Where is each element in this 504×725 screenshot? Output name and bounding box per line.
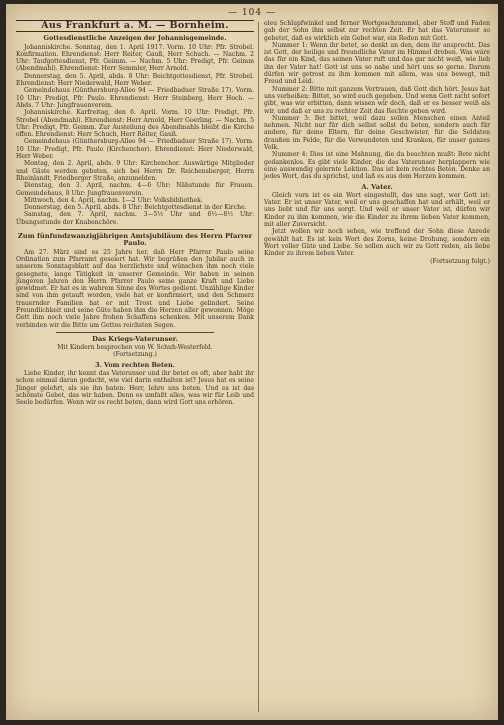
article-paragraph: Jetzt wollen wir noch sehen, wie treffend der Sohn diese Anrede gewählt hat. Es ist kein Wort des Zorns, keine Drohung, sondern ein Wort voller Güte und Liebe. So sollen auch wir zu Gott reden, als liebe Kinder zu ihrem lieben Vater. — [264, 228, 490, 258]
article-paragraph: Nummer 1: Wenn ihr betet, so denkt an den, dem ihr ansprecht. Das ist Gott, der heilige und freundliche Vater im Himmel droben. Was wäre das für ein Kind, das seinen Vater ruft und das gar nicht weiß, wie lieb ihn der Vater hat! Gott ist uns so nahe und hört uns so gerne. Darum dürfen wir getrost zu ihm kommen mit allem, was uns bewegt, mit Freud und Leid. — [264, 41, 490, 86]
announcement-paragraph: Johanniskirche. Sonntag, den 1. April 1917. Vorm. 10 Uhr: Pfr. Strobel. Konfirmation. Ehrendienst: Herr Reiter, Gauß, Herr Schuch. — Nachm. 2 Uhr: Taufgottesdienst, Pfr. Geimm. — Nachm. 5 Uhr: Predigt, Pfr. Geimm (Abendmahl). Ehrendienst: Herr Semmler, Herr Arnold. — [16, 43, 254, 73]
article-paragraph: Nummer 2: Bitte mit ganzem Vertrauen, daß Gott dich hört. Jesus hat uns verheißen: Bittet, so wird euch gegeben. Und wenn Gott nicht sofort gibt, was wir erbitten, dann wissen wir doch, daß er es besser weiß als wir, und daß er uns zu rechter Zeit das Rechte geben wird. — [264, 85, 490, 115]
vaterunser-subheading: Mit Kindern besprochen von W. Schuh-Westerfeld. — [57, 344, 213, 352]
announcement-paragraph: Gemeindehaus (Günthersburg-Allee 94 — Friedbaduer Straße 17). Vorm. 10 Uhr: Predigt, Pfr. Paulo. Ehrendienst: Herr Steinberg, Herr Hoch. — Abds. 7 Uhr: Jungfrauenverein. — [16, 87, 254, 109]
announcement-paragraph: Donnerstag, den 5. April, abds. 8 Uhr: Beichtgottesdienst in der Kirche. — [24, 204, 247, 212]
section-rule — [56, 229, 214, 230]
vaterunser-text: Liebe Kinder, ihr kennt das Vaterunser und ihr betet es oft, aber habt ihr schon einmal daran gedacht, wie viel darin enthalten ist? Jesus hat es seine Jünger gelehrt, als sie ihn baten: Herr, lehre uns beten. Und es ist das schönste Gebet, das wir haben. Denn es umfaßt alles, was wir für Leib und Seele bedürfen. Wenn wir es recht beten, dann wird Gott uns erhören. — [16, 370, 254, 407]
vaterunser-continuation: (Fortsetzung.) — [113, 351, 157, 359]
column-divider — [258, 22, 259, 712]
announcement-paragraph: Mittwoch, den 4. April, nachm. 1—2 Uhr: Volksbibliothek. — [24, 196, 203, 204]
article-paragraph: eleu Schlupfwinkel und ferner Wortgeschrammel, aber Stoff und Faden gab der Sohn ihm selbst zur rechten Zeit. Er hat das Vaterunser so gebetet, daß es wirklich ein Gebet war, ein Reden mit Gott. — [264, 20, 490, 42]
announcements-heading: Gottesdienstliche Anzeigen der Johannisgemeinde. — [43, 34, 227, 43]
right-column — [264, 20, 490, 265]
section-heading-vater: A. Vater. — [361, 182, 393, 191]
page-number: — 104 — — [228, 8, 276, 18]
announcement-paragraph: Samstag, den 7. April, nachm. 3—5½ Uhr und 6½—8½ Uhr: Übungsstunde der Knabenchöre. — [16, 211, 254, 226]
jubilee-text: Am 27. März sind es 25 Jahre her, daß Herr Pfarrer Paulo seine Ordination zum Pfarramt geseiert hat. Wir begrüßen den Jubilar auch in unserem Sonntagsblatt auf das herzlichste und wünschen ihm noch viele gesegnete, lange Tätigkeit in unserer Gemeinde. Wir haben in seinen jüngeren Jahren den Herrn Pfarrer Paulo seine ganze Kraft und Liebe gewidmet. Er hat es in wahrem Sinne des Wortes gedient. Unzählige Kinder sind von ihm getauft worden, viele hat er konfirmiert, und den Schmerz trauernder Familien hat er mit Trost und Liebe gelindert. Seine Freundlichkeit und seine Güte haben ihm die Herzen aller gewonnen. Möge Gott ihm noch viele Jahre frohen Schaffens schenken. Mit unserem Dank verbinden wir die Bitte um Gottes reichsten Segen. — [16, 248, 254, 329]
vaterunser-heading: Das Kriegs-Vaterunser. — [92, 334, 178, 343]
article-paragraph: Nummer 3: Bet bittet, weil dazu sollen Menschen einen Anteil nehmen. Nicht nur für dich selbst sollst du beten, sondern auch für andere, für deine Eltern, für deine Geschwister, für die Soldaten draußen im Felde, für die Verwundeten und Kranken, für unser ganzes Volk. — [264, 114, 490, 152]
left-column — [16, 20, 254, 407]
article-paragraph: Nummer 4: Dies ist eine Mahnung, die du beachten mußt: Bete nicht gedankenlos. Es gibt viele Kinder, die das Vaterunser herplappern wie eine auswendig gelernte Lektion. Das ist kein rechtes Beten. Denke an jedes Wort, das du sprichst, und laß es aus dem Herzen kommen. — [264, 151, 490, 181]
section-rule — [56, 332, 214, 333]
jubilee-heading: Zum fünfundzwanzigjährigen Amtsjubiläum des Herrn Pfarrer Paulo. — [17, 232, 253, 248]
announcement-paragraph: Johanniskirche. Karfreitag, den 6. April. Vorm. 10 Uhr: Predigt, Pfr. Strobel (Abendmahl). Ehrendienst: Herr Arnold, Herr Goerling. — Nachm. 5 Uhr: Predigt, Pfr. Geimm. Zur Austeilung des Abendmahls bleibt die Kirche offen. Ehrendienst: Herr Schuch, Herr Reiter, Gauß. — [16, 109, 254, 139]
announcement-paragraph: Gemeindehaus (Günthersburg-Allee 94 — Friedbaduer Straße 17). Vorm. 10 Uhr: Predigt, Pfr. Paulo (Kirchenchor). Ehrendienst: Herr Niederwald, Herr Weber. — [16, 138, 254, 161]
vaterunser-section-heading: 3. Vom rechten Beten. — [95, 360, 175, 369]
announcement-paragraph: Dienstag, den 3. April, nachm. 4—6 Uhr: Nähstunde für Frauen. Gemeindehaus, 8 Uhr: Jungfrauenverein. — [16, 182, 254, 197]
article-paragraph: Gleich vorn ist es ein Wort eingestellt, das uns sagt, wer Gott ist: Vater. Er ist unser Vater, weil er uns geschaffen hat und erhält, weil er uns liebt und für uns sorgt. Und weil er unser Vater ist, dürfen wir Kinder zu ihm kommen, wie die Kinder zu ihrem lieben Vater kommen, mit aller Zuversicht. — [264, 191, 490, 229]
continued-note: (Fortsetzung folgt.) — [430, 257, 490, 265]
announcement-paragraph: Donnerstag, den 5. April, abds. 8 Uhr: Beichtgottesdienst, Pfr. Strobel. Ehrendienst: Herr Niederwald, Herr Weber. — [16, 72, 254, 88]
announcement-paragraph: Montag, den 2. April, abds. 9 Uhr: Kirchenchor. Auswärtige Mitglieder und Gäste werden gebeten, sich bei Herrn Dr. Reichensberger, Herrn Rheinlandt, Friedberger Straße, anzumelden. — [16, 160, 254, 182]
newspaper-page — [6, 4, 498, 720]
masthead: Aus Frankfurt a. M. — Bornheim. — [16, 20, 254, 32]
